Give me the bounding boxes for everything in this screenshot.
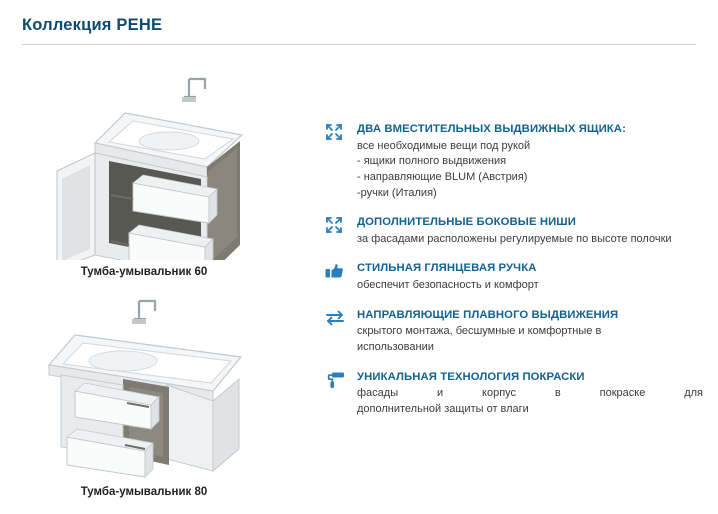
- two-way-arrows-icon: [325, 309, 347, 327]
- product-card-80: [14, 295, 274, 498]
- feature-body: [357, 324, 703, 355]
- feature-body: [357, 139, 703, 201]
- feature-body: [357, 386, 703, 417]
- feature-body-line: скрытого монтажа, бесшумные и комфортные в: [357, 325, 602, 338]
- feature-item-side-niches: [325, 215, 703, 247]
- feature-body-line: дополнительной защиты от влаги: [357, 402, 529, 415]
- feature-item-runners: [325, 308, 703, 356]
- vanity-unit-60-illustration: [37, 55, 252, 260]
- features-list: [325, 122, 703, 417]
- feature-body-line: - направляющие BLUM (Австрия): [357, 170, 528, 183]
- expand-arrows-icon: [325, 123, 347, 141]
- feature-item-handle: [325, 261, 703, 293]
- feature-body-line: -ручки (Италия): [357, 186, 437, 199]
- feature-heading: НАПРАВЛЯЮЩИЕ ПЛАВНОГО ВЫДВИЖЕНИЯ: [357, 308, 619, 321]
- feature-body-line: обеспечит безопасность и комфорт: [357, 279, 539, 292]
- title-divider: [22, 44, 696, 45]
- feature-body-line: фасады и корпус в покраске для: [357, 387, 703, 400]
- feature-body-line: все необходимые вещи под рукой: [357, 139, 531, 152]
- thumbs-up-icon: [325, 262, 347, 280]
- product-caption-80: Тумба-умывальник 80: [80, 486, 208, 498]
- page-title: Коллекция РЕНЕ: [22, 16, 163, 34]
- product-card-60: [14, 55, 274, 278]
- feature-item-painting: [325, 370, 703, 418]
- feature-heading: СТИЛЬНАЯ ГЛЯНЦЕВАЯ РУЧКА: [357, 262, 537, 275]
- paint-roller-icon: [325, 371, 347, 389]
- expand-arrows-icon: [325, 216, 347, 234]
- feature-heading: ДОПОЛНИТЕЛЬНЫЕ БОКОВЫЕ НИШИ: [357, 216, 576, 229]
- feature-body: [357, 278, 703, 294]
- feature-body-line: использовании: [357, 340, 434, 353]
- feature-body: [357, 232, 703, 248]
- feature-heading: ДВА ВМЕСТИТЕЛЬНЫХ ВЫДВИЖНЫХ ЯЩИКА:: [357, 123, 626, 135]
- feature-heading: УНИКАЛЬНАЯ ТЕХНОЛОГИЯ ПОКРАСКИ: [357, 370, 585, 383]
- product-caption-60: Тумба-умывальник 60: [80, 266, 208, 278]
- vanity-unit-80-illustration: [27, 295, 262, 480]
- feature-body-line: - ящики полного выдвижения: [357, 155, 507, 168]
- feature-body-line: за фасадами расположены регулируемые по высоте полочки: [357, 232, 672, 245]
- feature-item-drawers: [325, 122, 703, 201]
